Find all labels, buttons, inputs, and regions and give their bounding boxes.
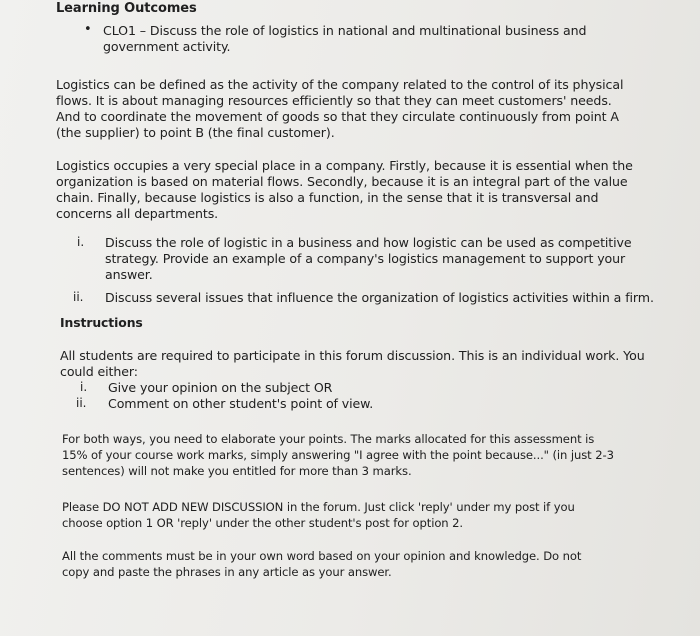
own-words-paragraph-line: copy and paste the phrases in any article as your answer. <box>62 565 392 579</box>
question-number: ii. <box>73 290 84 304</box>
paragraph-definition-line: (the supplier) to point B (the final customer). <box>56 125 335 140</box>
option-text: Give your opinion on the subject OR <box>108 380 333 395</box>
learning-outcomes-heading: Learning Outcomes <box>56 1 197 16</box>
bullet-icon: • <box>84 22 92 37</box>
question-line: Discuss several issues that influence the organization of logistics activities within a firm. <box>105 290 654 305</box>
paragraph-role-line: chain. Finally, because logistics is also a function, in the sense that it is transversal and <box>56 190 599 205</box>
marks-paragraph-line: For both ways, you need to elaborate your points. The marks allocated for this assessment is <box>62 432 595 446</box>
paragraph-role-line: organization is based on material flows. Secondly, because it is an integral part of the value <box>56 174 628 189</box>
instructions-heading: Instructions <box>60 315 143 330</box>
question-line: answer. <box>105 267 153 282</box>
reply-paragraph-line: Please DO NOT ADD NEW DISCUSSION in the forum. Just click 'reply' under my post if you <box>62 500 575 514</box>
question-line: strategy. Provide an example of a company's logistics management to support your <box>105 251 626 266</box>
reply-paragraph-line: choose option 1 OR 'reply' under the other student's post for option 2. <box>62 516 464 530</box>
option-text: Comment on other student's point of view. <box>108 396 374 411</box>
clo1-text-line: government activity. <box>103 39 231 54</box>
clo1-text-line: CLO1 – Discuss the role of logistics in national and multinational business and <box>103 23 587 38</box>
own-words-paragraph-line: All the comments must be in your own word based on your opinion and knowledge. Do not <box>62 549 582 563</box>
paragraph-definition-line: flows. It is about managing resources efficiently so that they can meet customers' needs. <box>56 93 612 108</box>
question-number: i. <box>77 235 85 249</box>
paragraph-role-line: Logistics occupies a very special place in a company. Firstly, because it is essential when the <box>56 158 633 173</box>
option-number: i. <box>80 380 88 394</box>
paragraph-definition-line: Logistics can be defined as the activity of the company related to the control of its physical <box>56 77 624 92</box>
paragraph-role-line: concerns all departments. <box>56 206 219 221</box>
marks-paragraph-line: 15% of your course work marks, simply answering "I agree with the point because..." (in just 2-3 <box>62 448 614 462</box>
instructions-intro-line: All students are required to participate in this forum discussion. This is an individual work. You <box>60 348 645 363</box>
paragraph-definition-line: And to coordinate the movement of goods so that they circulate continuously from point A <box>56 109 619 124</box>
option-number: ii. <box>76 396 87 410</box>
instructions-intro-line: could either: <box>60 364 138 379</box>
question-line: Discuss the role of logistic in a business and how logistic can be used as competitive <box>105 235 632 250</box>
marks-paragraph-line: sentences) will not make you entitled for more than 3 marks. <box>62 464 412 478</box>
